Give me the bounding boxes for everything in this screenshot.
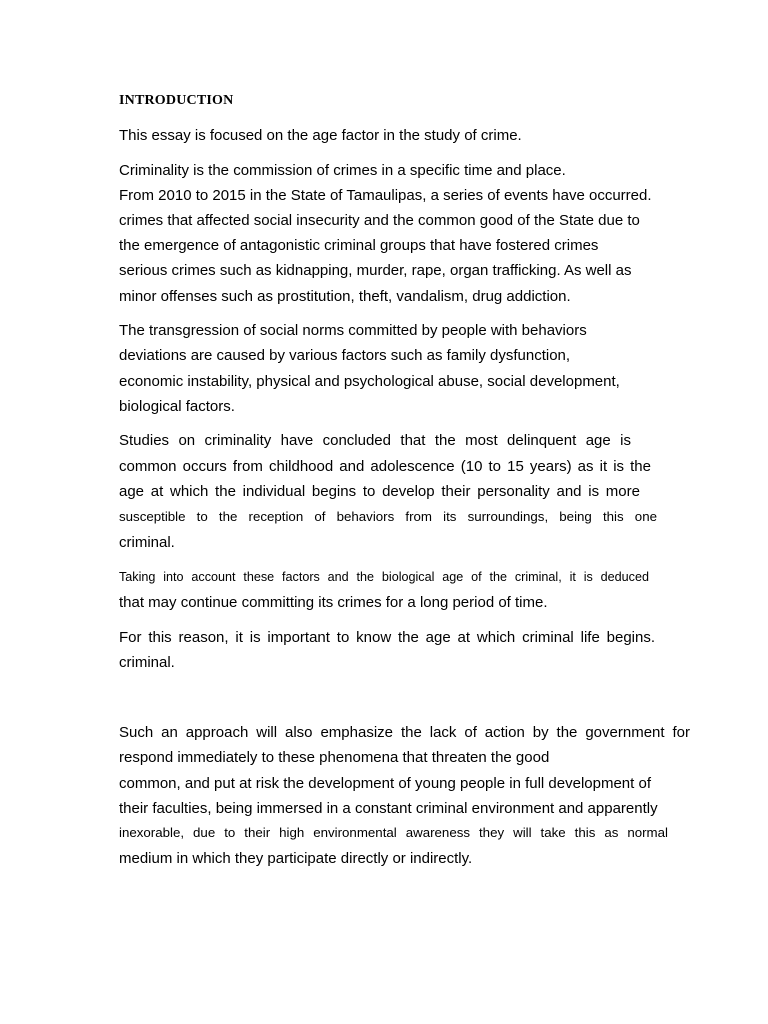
text-line: Such an approach will also emphasize the lack of action by the government for bbox=[119, 724, 690, 741]
text-line: This essay is focused on the age factor in the study of crime. bbox=[119, 127, 522, 144]
text-line: respond immediately to these phenomena that threaten the good bbox=[119, 749, 550, 766]
text-line: Criminality is the commission of crimes in a specific time and place. bbox=[119, 162, 566, 179]
text-line: crimes that affected social insecurity and the common good of the State due to bbox=[119, 212, 640, 229]
text-line: economic instability, physical and psychological abuse, social development, bbox=[119, 373, 620, 390]
text-line: From 2010 to 2015 in the State of Tamaulipas, a series of events have occurred. bbox=[119, 187, 652, 204]
text-line: Studies on criminality have concluded that the most delinquent age is bbox=[119, 432, 631, 449]
text-line: common, and put at risk the development of young people in full development of bbox=[119, 775, 651, 792]
text-line: criminal. bbox=[119, 654, 175, 671]
text-line: serious crimes such as kidnapping, murder, rape, organ trafficking. As well as bbox=[119, 262, 632, 279]
text-line: their faculties, being immersed in a constant criminal environment and apparently bbox=[119, 800, 658, 817]
text-line: minor offenses such as prostitution, theft, vandalism, drug addiction. bbox=[119, 288, 571, 305]
text-line: inexorable, due to their high environmental awareness they will take this as normal bbox=[119, 825, 668, 840]
section-heading: INTRODUCTION bbox=[119, 93, 234, 108]
text-line: susceptible to the reception of behaviors from its surroundings, being this one bbox=[119, 509, 657, 524]
text-line: For this reason, it is important to know the age at which criminal life begins. bbox=[119, 629, 655, 646]
text-line: biological factors. bbox=[119, 398, 235, 415]
text-line: medium in which they participate directly or indirectly. bbox=[119, 850, 473, 867]
text-line: criminal. bbox=[119, 534, 175, 551]
text-line: the emergence of antagonistic criminal groups that have fostered crimes bbox=[119, 237, 599, 254]
text-line: Taking into account these factors and the biological age of the criminal, it is deduced bbox=[119, 570, 649, 584]
text-line: common occurs from childhood and adolescence (10 to 15 years) as it is the bbox=[119, 458, 651, 475]
text-line: deviations are caused by various factors such as family dysfunction, bbox=[119, 347, 571, 364]
text-line: The transgression of social norms committed by people with behaviors bbox=[119, 322, 587, 339]
text-line: age at which the individual begins to develop their personality and is more bbox=[119, 483, 640, 500]
text-line: that may continue committing its crimes for a long period of time. bbox=[119, 594, 548, 611]
